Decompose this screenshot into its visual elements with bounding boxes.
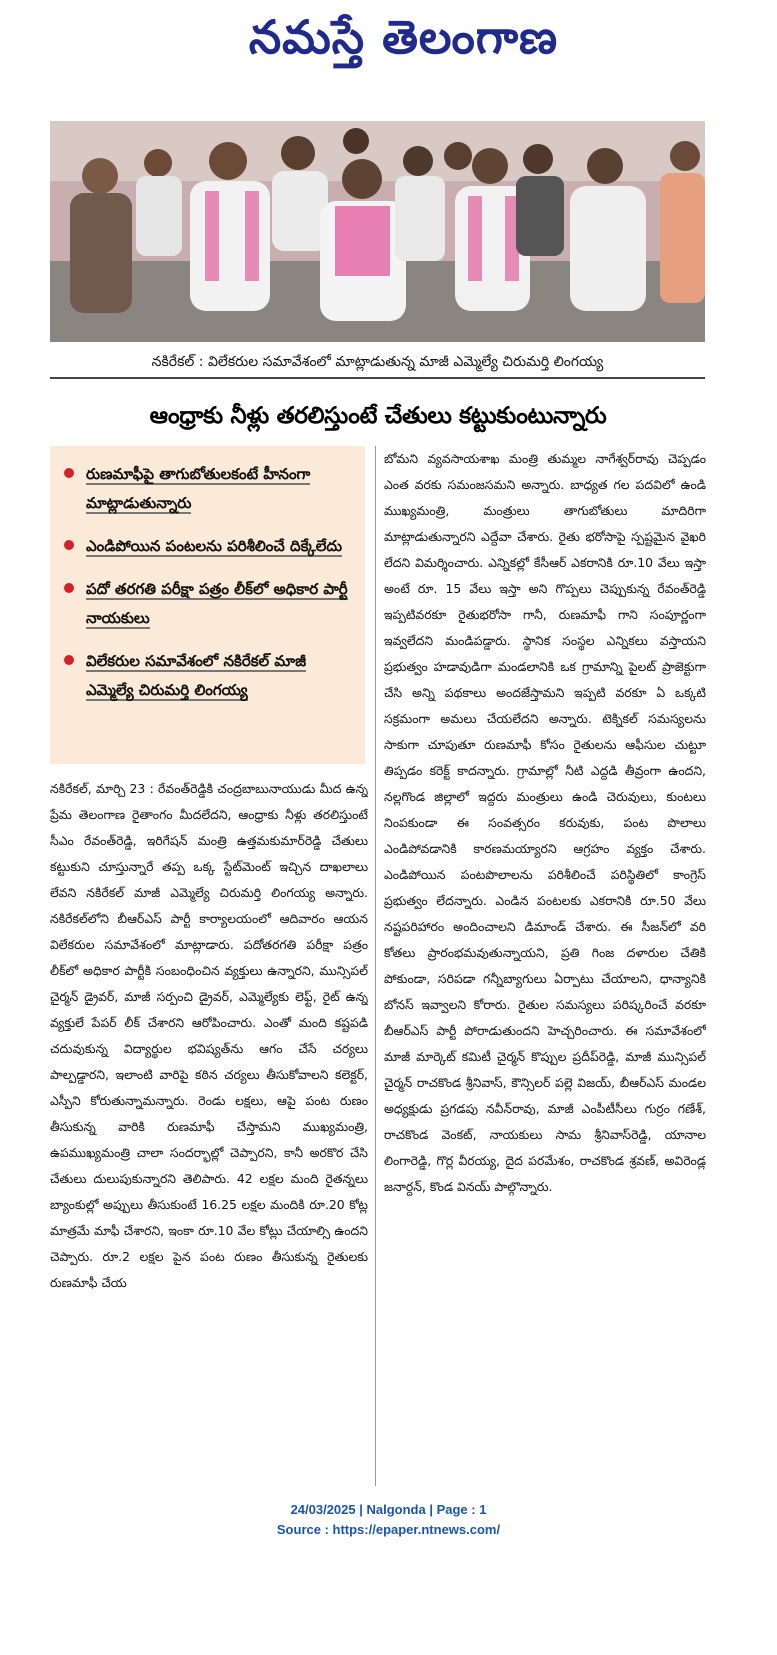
bullet-icon [64,540,74,550]
bullet-icon [64,583,74,593]
footer [0,1500,777,1540]
footer-source-link[interactable]: Source : https://epaper.ntnews.com/ [276,1522,501,1537]
highlight-text: విలేకరుల సమావేశంలో నకిరేకల్ మాజీ ఎమ్మెల్యే చిరుమర్తి లింగయ్య [86,652,307,699]
highlight-text: ఎండిపోయిన పంటలను పరిశీలించే దిక్కేలేదు [86,537,343,555]
highlight-item [62,647,355,705]
column-divider [375,446,376,1486]
bullet-icon [64,468,74,478]
bullet-icon [64,655,74,665]
newspaper-title: నమస్తే తెలంగాణ [248,10,559,64]
article-photo [50,121,705,342]
highlight-item [62,575,355,633]
highlight-text: రుణమాఫీపై తాగుబోతులకంటే హీనంగా మాట్లాడుతున్నారు [86,465,311,512]
highlight-text: పదో తరగతి పరీక్షా పత్రం లీక్‌లో అధికార పార్టీ నాయకులు [86,580,348,627]
highlight-item [62,532,355,561]
article-headline: ఆంధ్రాకు నీళ్లు తరలిస్తుంటే చేతులు కట్టుకుంటున్నారు [149,403,607,429]
article-body-right-column: బోమని వ్యవసాయశాఖ మంత్రి తుమ్మల నాగేశ్వర్‌రావు చెప్పడం ఎంత వరకు సమంజసమని అన్నారు. బాధ్యత గల పదవిలో ఉండి ముఖ్యమంత్రి, మంత్రులు తాగుబోతులు మాదిరిగా మాట్లాడుతున్నారని ఎద్దేవా చేశారు. రైతు భరోసాపై స్పష్టమైన వైఖరి లేదని విమర్శించారు. ఎన్నికల్లో కేసీఆర్ ఎకరానికి రూ.10 వేలు ఇస్తా అంటే రూ. 15 వేలు ఇస్తా అని గొప్పలు చెప్పుకున్న రేవంత్‌రెడ్డి ఇప్పటివరకూ రైతుభరోసా గానీ, రుణమాఫీ గాని సంపూర్ణంగా ఇవ్వలేదని మండిపడ్డారు. స్థానిక సంస్థల ఎన్నికలు వస్తాయని ప్రభుత్వం హడావుడిగా మండలానికి ఒక గ్రామాన్ని పైలట్ ప్రాజెక్టుగా చేసి అన్ని పథకాలు అందజేస్తామని ఇప్పటి వరకూ ఏ ఒక్కటి సక్రమంగా అమలు చేయలేదని అన్నారు. టెక్నికల్ సమస్యలను సాకుగా చూపుతూ రుణమాఫీ కోసం రైతులను ఆఫీసుల చుట్టూ తిప్పడం కరెక్ట్ కాదన్నారు. గ్రామాల్లో నీటి ఎద్దడి తీవ్రంగా ఉందని, నల్లగొండ జిల్లాలో ఇద్దరు మంత్రులు ఉండి చెరువులు, కుంటలు నింపకుండా ఈ సంవత్సరం కరువుకు, పంట పొలాలు ఎండిపోవడానికి కారణమయ్యారని ఆగ్రహం వ్యక్తం చేశారు. ఎండిపోయిన పంటపొలాలను పరిశీలించే పరిస్థితిలో కాంగ్రెస్ ప్రభుత్వం లేదన్నారు. ఎండిన పంటలకు ఎకరానికి రూ.50 వేలు నష్టపరిహారం అందించాలని డిమాండ్ చేశారు. ఈ సీజన్‌లో వరి కోతలు ప్రారంభమవుతున్నాయని, ప్రతి గింజ దళారుల చేతికి పోకుండా, సరిపడా గన్నీబ్యాగులు ఏర్పాటు చేయాలని, ధాన్యానికి బోనస్ ఇవ్వాలని కోరారు. రైతుల సమస్యలు పరిష్కరించే వరకూ బీఆర్‌ఎస్ పార్టీ పోరాడుతుందని హెచ్చరించారు. ఈ సమావేశంలో మాజీ మార్కెట్ కమిటీ చైర్మన్ కొప్పుల ప్రదీప్‌రెడ్డి, మాజీ మున్సిపల్ చైర్మన్ రాచకొండ శ్రీనివాస్, కౌన్సిలర్ పల్లె విజయ్, బీఆర్‌ఎస్ మండల అధ్యక్షుడు ప్రగడపు నవీన్‌రావు, మాజీ ఎంపీటీసీలు గుర్రం గణేశ్, రాచకొండ వెంకట్, నాయకులు సామ శ్రీనివాస్‌రెడ్డి, యానాల లింగారెడ్డి, గొర్ల వీరయ్య, దైద పరమేశం, రాచకొండ శ్రవణ్, అవిరెండ్ల జనార్దన్, కొండ వినయ్ పాల్గొన్నారు. [384,451,706,1194]
photo-caption: నకిరేకల్ : విలేకరుల సమావేశంలో మాట్లాడుతున్న మాజీ ఎమ్మెల్యే చిరుమర్తి లింగయ్య [50,345,705,379]
highlights-box [50,446,365,764]
highlight-item [62,460,355,518]
footer-date-edition: 24/03/2025 | Nalgonda | Page : 1 [290,1502,487,1517]
group-photo-image [50,121,705,342]
masthead [0,8,777,78]
article-body-left-column: నకిరేకల్, మార్చి 23 : రేవంత్‌రెడ్డికి చంద్రబాబునాయుడు మీద ఉన్న ప్రేమ తెలంగాణ రైతాంగం మీదలేదని, ఆంధ్రాకు నీళ్లు తరలిస్తుంటే సీఎం రేవంత్‌రెడ్డి, ఇరిగేషన్ మంత్రి ఉత్తమకుమార్‌రెడ్డి చేతులు కట్టుకుని చూస్తున్నారే తప్ప ఒక్క స్టేట్‌మెంట్ ఇచ్చిన దాఖలాలు లేవని నకిరేకల్ మాజీ ఎమ్మెల్యే చిరుమర్తి లింగయ్య అన్నారు. నకిరేకల్‌లోని బీఆర్‌ఎస్ పార్టీ కార్యాలయంలో ఆదివారం ఆయన విలేకరుల సమావేశంలో మాట్లాడారు. పదోతరగతి పరీక్షా పత్రం లీక్‌లో అధికార పార్టీకి సంబంధించిన వ్యక్తులు ఉన్నారని, మున్సిపల్ చైర్మన్ డ్రైవర్, మాజీ సర్పంచి డ్రైవర్, ఎమ్మెల్యేకు లెఫ్ట్, రైట్ ఉన్న వ్యక్తులే పేపర్ లీక్ చేశారని ఆరోపించారు. ఎంతో మంది కష్టపడి చదువుకున్న విద్యార్థుల భవిష్యత్‌ను ఆగం చేసే చర్యలు పాల్పడ్డారని, ఇలాంటి వారిపై కఠిన చర్యలు తీసుకోవాలని కలెక్టర్, ఎస్పీని కోరుతున్నామన్నారు. రెండు లక్షలు, ఆపై పంట రుణం తీసుకున్న వారికి రుణమాఫీ చేస్తామని ముఖ్యమంత్రి, ఉపముఖ్యమంత్రి చాలా సందర్భాల్లో చెప్పారని, కానీ అరకొర చేసి చేతులు దులుపుకున్నారని తెలిపారు. 42 లక్షల మంది రైతన్నలు బ్యాంకుల్లో అప్పులు తీసుకుంటే 16.25 లక్షల మందికి రూ.20 కోట్ల మాత్రమే మాఫీ చేశారని, ఇంకా రూ.10 వేల కోట్లు చేయాల్సి ఉందని చెప్పారు. రూ.2 లక్షల పైన పంట రుణం తీసుకున్న రైతులకు రుణమాఫీ చేయ [50,781,368,1290]
